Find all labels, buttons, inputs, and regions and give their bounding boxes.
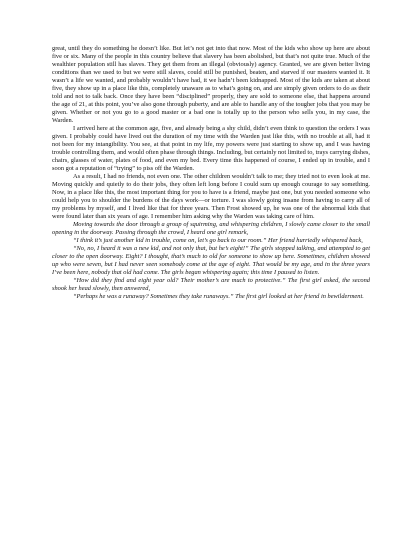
paragraph-flashback-girl-one: “I think it’s just another kid in trouble, come on, let’s go back to our room.” Her friend hurriedly whispered back, <box>73 237 363 245</box>
book-page <box>52 45 370 302</box>
paragraph-arrival: I arrived here at the common age, five, and already being a shy child, didn’t even think to question the orders I was given. I probably could have lived out the duration of my time with the Warden just like this, with no trouble at all, had it not been for my intangibility. You see, at that point in my life, my powers were just starting to show up, and I was having trouble controlling them, and would often phase through things. Including, but certainly not limited to, trays carrying dishes, chairs, glasses of water, plates of food, and even my bed. Every time this happened of course, I ended up in trouble, and I soon got a reputation of “trying” to piss off the Warden. <box>52 125 370 173</box>
paragraph-no-friends: As a result, I had no friends, not even one. The other children wouldn’t talk to me; they tried not to even look at me. Moving quickly and quietly to do their jobs, they often left long before I could sum up enough courage to say something. Now, in a place like this, the most important thing for you to have is a friend, maybe just one, but you needed someone who could help you to shoulder the burdens of the days work—or torture. I was slowly going insane from having to carry all of my problems by myself, and I lived like that for three years. Then Frost showed up, he was one of the abnormal kids that were found later than six years of age. I remember him asking why the Warden was taking care of him. <box>52 173 370 221</box>
paragraph-flashback-crowd: Moving towards the door through a group of squirming, and whispering children, I slowly came closer to the small opening in the doorway. Passing through the crowd, I heard one girl remark, <box>52 221 370 237</box>
paragraph-flashback-eight: “No, no, I heard it was a new kid, and not only that, but he’s eight!” The girls stopped talking, and attempted to get closer to the open doorway. Eight? I thought, that’s much to old for someone to show up here. Sometimes, children showed up who were seven, but I had never seen somebody come at the age of eight. That would be my age, and in the three years I’ve been here, nobody that old had come. The girls began whispering again; this time I paused to listen. <box>52 245 370 277</box>
paragraph-flashback-question: “How did they find and eight year old? Their mother’s are much to protective.” The first girl asked, the second shook her head slowly, then answered, <box>52 277 370 293</box>
paragraph-slavery-background: great, until they do something he doesn’t like. But let’s not get into that now. Most of the kids who show up here are about five or six. Many of the people in this country believe that slavery has been abolished, but that’s not quite true. Much of the wealthier population still has slaves. They get them from an illegal (obviously) agency. Granted, we are given better living conditions than we used to but we were still slaves, could still be punished, beaten, and starved if our masters wanted it. It wasn’t a life we wanted, and probably wouldn’t have had, it we hadn’t been kidnapped. Most of the kids are taken at about five, they show up in a place like this, completely unaware as to what’s going on, and are simply given orders to do as their told and not to talk back. Once they have been “disciplined” properly, they are sold to someone else, that happens around the age of 21, at this point, you’ve also gone through puberty, and are able to handle any of the tougher jobs that you may be given. Whether or not you go to a good master or a bad one is totally up to the person who sells you, in my case, the Warden. <box>52 45 370 125</box>
paragraph-flashback-runaway: “Perhaps he was a runaway? Sometimes they take runaways.” The first girl looked at her friend in bewilderment. <box>73 293 364 301</box>
